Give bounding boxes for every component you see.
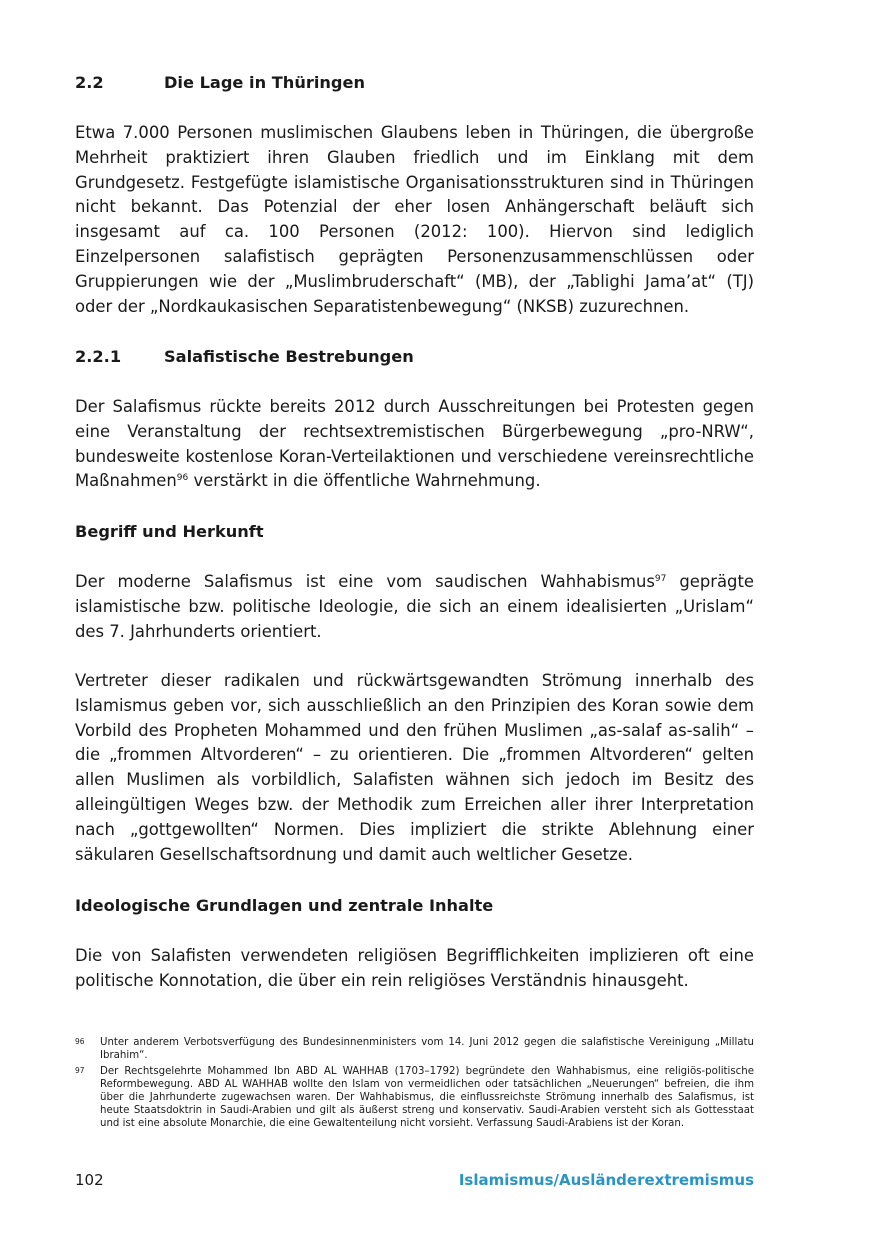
salafismus-paragraph-text-end: verstärkt in die öffentliche Wahrnehmung.	[188, 471, 541, 491]
section-paragraph: Etwa 7.000 Personen muslimischen Glaubens leben in Thüringen, die übergroße Mehrheit praktiziert ihren Glauben friedlich und im Einklang mit dem Grundgesetz. Festgefügte islamistische Organisationsstrukturen sind in Thüringen nicht bekannt. Das Potenzial der eher losen Anhängerschaft beläuft sich insgesamt auf ca. 100 Personen (2012: 100). Hiervon sind lediglich Einzelpersonen salafistisch geprägten Personenzusammenschlüssen oder Gruppierungen wie der „Muslimbruderschaft“ (MB), der „Tablighi Jama’at“ (TJ) oder der „Nordkaukasischen Separatistenbewegung“ (NKSB) zuzurechnen.	[75, 123, 754, 316]
begriff-paragraph-1	[75, 570, 754, 644]
salafismus-paragraph-text: Der Salafismus rückte bereits 2012 durch Ausschreitungen bei Protesten gegen eine Veranstaltung der rechtsextremistischen Bürgerbewegung „pro-NRW“, bundesweite kostenlose Koran-Verteilaktionen und verschiedene vereinsrechtliche Maßnahmen	[75, 397, 754, 491]
ideologie-paragraph: Die von Salafisten verwendeten religiösen Begrifflichkeiten implizieren oft eine politische Konnotation, die über ein rein religiöses Verständnis hinausgeht.	[75, 946, 754, 990]
begriff-heading: Begriff und Herkunft	[75, 522, 264, 541]
ideologie-heading: Ideologische Grundlagen und zentrale Inhalte	[75, 896, 494, 915]
begriff-paragraph-1-end: geprägte islamistische bzw. politische Ideologie, die sich an einem idealisierten „Urislam“ des 7. Jahrhunderts orientiert.	[75, 572, 754, 641]
subsection-number: 2.2.1	[75, 347, 122, 366]
running-footer-title: Islamismus/Ausländerextremismus	[458, 1171, 754, 1189]
subsection-title: Salafistische Bestrebungen	[164, 347, 414, 366]
footnote	[75, 1036, 754, 1062]
footnote-number: 96	[75, 1037, 85, 1046]
page-number: 102	[75, 1171, 104, 1189]
footnote-text: Der Rechtsgelehrte Mohammed Ibn ABD AL WAHHAB (1703–1792) begründete den Wahhabismus, eine religiös-politische Reformbewegung. ABD AL WAHHAB wollte den Islam von vermeidlichen oder tatsächlichen „Neuerungen“ befreien, die ihm über die Jahrhunderte zugewachsen waren. Der Wahhabismus, die einflussreichste Strömung innerhalb des Salafismus, ist heute Staatsdoktrin in Saudi-Arabien und gilt als äußerst streng und konservativ. Saudi-Arabien versteht sich als Gottesstaat und ist eine absolute Monarchie, die eine Gewaltenteilung nicht vorsieht. Verfassung Saudi-Arabiens ist der Koran.	[100, 1066, 754, 1129]
footnotes	[75, 1036, 754, 1133]
subsection-heading	[75, 347, 754, 367]
begriff-paragraph-2: Vertreter dieser radikalen und rückwärtsgewandten Strömung innerhalb des Islamismus geben vor, sich ausschließlich an den Prinzipien des Koran sowie dem Vorbild des Propheten Mohammed und den frühen Muslimen „as-salaf as-salih“ – die „frommen Altvorderen“ – zu orientieren. Die „frommen Altvorderen“ gelten allen Muslimen als vorbildlich, Salafisten wähnen sich jedoch im Besitz des alleingültigen Weges bzw. der Methodik zum Erreichen aller ihrer Interpretation nach „gottgewollten“ Normen. Dies impliziert die strikte Ablehnung einer säkularen Gesellschaftsordnung und damit auch weltlicher Gesetze.	[75, 671, 754, 864]
footnote-ref-96[interactable]: 96	[176, 473, 189, 484]
footnote-text: Unter anderem Verbotsverfügung des Bundesinnenministers vom 14. Juni 2012 gegen die salafistische Vereinigung „Millatu Ibrahim“.	[100, 1037, 754, 1061]
section-number: 2.2	[75, 73, 104, 92]
footnote-ref-97[interactable]: 97	[654, 574, 667, 584]
section-heading	[75, 73, 754, 93]
footnote	[75, 1065, 754, 1130]
section-title: Die Lage in Thüringen	[164, 73, 365, 92]
begriff-paragraph-1-start: Der moderne Salafismus ist eine vom saudischen Wahhabismus	[75, 572, 655, 591]
footnote-number: 97	[75, 1066, 85, 1075]
salafismus-paragraph	[75, 395, 754, 494]
